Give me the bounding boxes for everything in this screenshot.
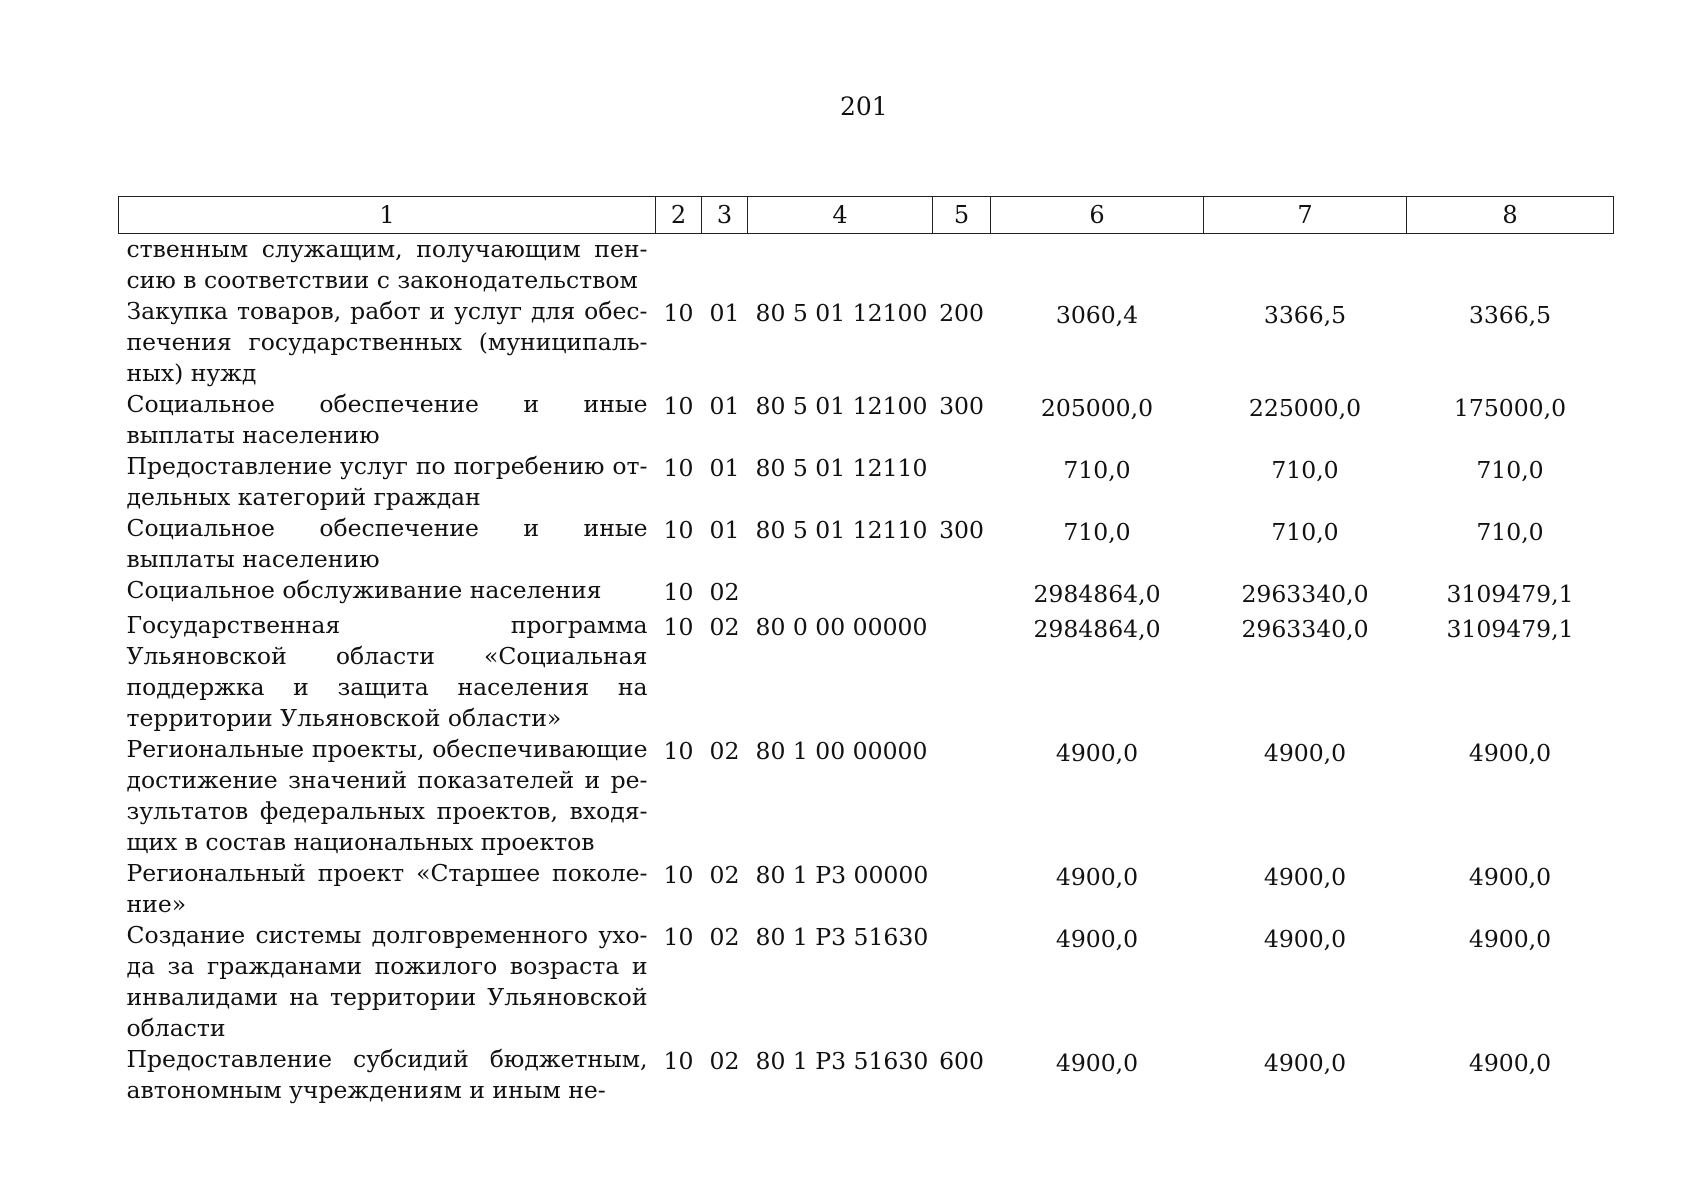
amount-column-8: 710,0: [1476, 518, 1544, 546]
subsection-code: 01: [709, 516, 740, 544]
row-description: Закупка товаров, работ и услуг для обеспечения государственных (муниципальных) нужд: [126, 297, 648, 387]
row-description: Предоставление услуг по погребению отдельных категорий граждан: [126, 452, 648, 511]
amount-column-8: [1407, 234, 1614, 297]
amount-column-6: 710,0: [1063, 518, 1131, 546]
section-code: 10: [663, 613, 694, 641]
expense-type-code: 300: [939, 392, 984, 420]
table-header-row: [119, 197, 1614, 234]
amount-column-7: 4900,0: [1263, 925, 1347, 953]
row-description: ственным служащим, получающим пенсию в соответствии с законодательством: [126, 235, 648, 294]
budget-table: [118, 196, 1614, 1106]
expense-type-code: [933, 734, 991, 858]
subsection-code: 02: [709, 923, 740, 951]
amount-column-6: 4900,0: [1055, 1049, 1139, 1077]
subsection-code: 02: [709, 737, 740, 765]
table-row: [119, 858, 1614, 920]
amount-column-6: [991, 234, 1204, 297]
subsection-code: 02: [709, 578, 740, 606]
section-code: 10: [663, 1047, 694, 1075]
table-row: [119, 734, 1614, 858]
section-code: 10: [663, 454, 694, 482]
target-article-code: 80 5 01 12110: [755, 454, 928, 482]
amount-column-8: 710,0: [1476, 456, 1544, 484]
expense-type-code: 300: [939, 516, 984, 544]
amount-column-8: 4900,0: [1468, 739, 1552, 767]
amount-column-8: 4900,0: [1468, 925, 1552, 953]
column-header-5: 5: [933, 197, 991, 234]
expense-type-code: [933, 575, 991, 610]
column-header-6: 6: [991, 197, 1204, 234]
amount-column-7: 3366,5: [1263, 301, 1347, 329]
amount-column-6: 4900,0: [1055, 739, 1139, 767]
target-article-code: 80 5 01 12100: [755, 299, 928, 327]
amount-column-8: 3366,5: [1468, 301, 1552, 329]
table-row: [119, 389, 1614, 451]
subsection-code: 02: [709, 613, 740, 641]
table-row: [119, 920, 1614, 1044]
table-row: [119, 234, 1614, 297]
amount-column-8: 4900,0: [1468, 863, 1552, 891]
amount-column-6: 205000,0: [1040, 394, 1154, 422]
target-article-code: 80 0 00 00000: [755, 613, 928, 641]
amount-column-6: 4900,0: [1055, 863, 1139, 891]
table-body: [119, 234, 1614, 1107]
subsection-code: 02: [709, 1047, 740, 1075]
expense-type-code: [933, 858, 991, 920]
amount-column-6: 2984864,0: [1033, 580, 1161, 608]
table-row: [119, 575, 1614, 610]
amount-column-7: 710,0: [1271, 518, 1339, 546]
expense-type-code: [933, 610, 991, 734]
section-code: 10: [663, 737, 694, 765]
row-description: Социальное обеспечение и иные выплаты населению: [126, 390, 648, 449]
amount-column-6: 4900,0: [1055, 925, 1139, 953]
column-header-8: 8: [1407, 197, 1614, 234]
amount-column-7: 4900,0: [1263, 863, 1347, 891]
row-description: Государственная программа Ульяновской области «Социальная поддержка и защита населения на территории Ульяновской области»: [126, 611, 648, 732]
target-article-code: 80 1 Р3 00000: [755, 861, 929, 889]
amount-column-7: 4900,0: [1263, 1049, 1347, 1077]
amount-column-8: 3109479,1: [1446, 615, 1574, 643]
page-number: 201: [840, 92, 888, 121]
amount-column-8: 3109479,1: [1446, 580, 1574, 608]
amount-column-7: 2963340,0: [1241, 580, 1369, 608]
target-article-code: 80 5 01 12110: [755, 516, 928, 544]
amount-column-8: 175000,0: [1453, 394, 1567, 422]
subsection-code: 02: [709, 861, 740, 889]
table-row: [119, 451, 1614, 513]
target-article-code: 80 5 01 12100: [755, 392, 928, 420]
column-header-3: 3: [702, 197, 748, 234]
amount-column-6: 2984864,0: [1033, 615, 1161, 643]
expense-type-code: [933, 234, 991, 297]
section-code: 10: [663, 392, 694, 420]
expense-type-code: 200: [939, 299, 984, 327]
column-header-2: 2: [656, 197, 702, 234]
row-description: Социальное обеспечение и иные выплаты населению: [126, 514, 648, 573]
row-description: Предоставление субсидий бюджетным, автономным учреждениям и иным не-: [126, 1045, 648, 1104]
target-article-code: 80 1 Р3 51630: [755, 923, 929, 951]
amount-column-7: 710,0: [1271, 456, 1339, 484]
section-code: [656, 234, 702, 297]
target-article-code: 80 1 00 00000: [755, 737, 928, 765]
section-code: 10: [663, 516, 694, 544]
subsection-code: 01: [709, 454, 740, 482]
target-article-code: [748, 234, 933, 297]
target-article-code: 80 1 Р3 51630: [755, 1047, 929, 1075]
amount-column-8: 4900,0: [1468, 1049, 1552, 1077]
amount-column-7: 4900,0: [1263, 739, 1347, 767]
expense-type-code: [933, 920, 991, 1044]
column-header-7: 7: [1204, 197, 1407, 234]
amount-column-7: [1204, 234, 1407, 297]
amount-column-7: 2963340,0: [1241, 615, 1369, 643]
column-header-4: 4: [748, 197, 933, 234]
subsection-code: [702, 234, 748, 297]
section-code: 10: [663, 861, 694, 889]
table-row: [119, 513, 1614, 575]
row-description: Социальное обслуживание населения: [126, 576, 602, 604]
table-row: [119, 296, 1614, 389]
row-description: Региональные проекты, обеспечивающие достижение значений показателей и результатов федеральных проектов, входящих в состав национальных проектов: [126, 735, 648, 856]
table-row: [119, 1044, 1614, 1106]
section-code: 10: [663, 923, 694, 951]
row-description: Региональный проект «Старшее поколение»: [126, 859, 648, 918]
amount-column-6: 710,0: [1063, 456, 1131, 484]
row-description: Создание системы долговременного ухода за гражданами пожилого возраста и инвалидами на территории Ульяновской области: [126, 921, 648, 1042]
subsection-code: 01: [709, 392, 740, 420]
column-header-1: 1: [119, 197, 656, 234]
expense-type-code: [933, 451, 991, 513]
target-article-code: [748, 575, 933, 610]
section-code: 10: [663, 578, 694, 606]
amount-column-7: 225000,0: [1248, 394, 1362, 422]
amount-column-6: 3060,4: [1055, 301, 1139, 329]
subsection-code: 01: [709, 299, 740, 327]
section-code: 10: [663, 299, 694, 327]
expense-type-code: 600: [939, 1047, 984, 1075]
table-row: [119, 610, 1614, 734]
